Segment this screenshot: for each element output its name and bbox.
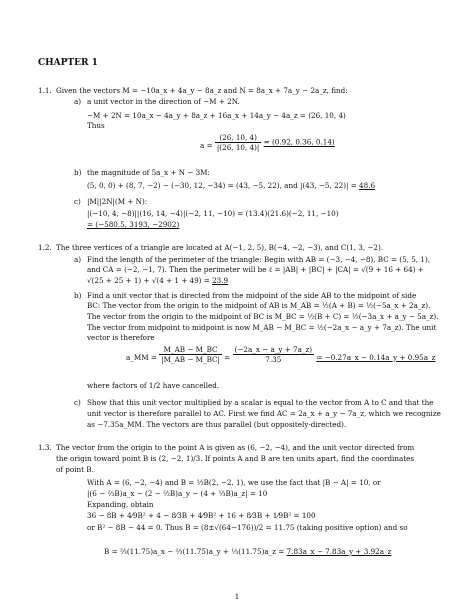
problem-number: 1.2. (38, 243, 52, 252)
equation: |(6 − ⅔B)a_x − (2 − ⅔B)a_y − (4 + ⅓B)a_z| = 10 (87, 489, 268, 498)
denominator: |M_AB − M_BC| (161, 355, 220, 364)
part-label: c) (74, 197, 81, 206)
equation (87, 181, 375, 190)
equation (126, 345, 435, 364)
numerator: (−2a_x − a_y + 7a_z) (234, 345, 313, 354)
equation (104, 547, 391, 556)
part-text: as −7.35a_MM. The vectors are thus parallel (but oppositely-directed). (87, 420, 347, 429)
part-text: vector is therefore (87, 333, 155, 342)
result: 23.9 (212, 276, 229, 285)
part-text: unit vector is therefore parallel to AC. First we find AC = 2a_x + a_y − 7a_z, which we recognize (87, 409, 441, 418)
result: = (0.92, 0.36, 0.14) (263, 137, 335, 147)
part-text: where factors of 1/2 have cancelled. (87, 381, 220, 390)
denominator: |(26, 10, 4)| (216, 143, 260, 152)
part-text: Find a unit vector that is directed from the midpoint of the side AB to the midpoint of side (87, 291, 417, 300)
fraction (233, 345, 315, 364)
equation: −M + 2N = 10a_x − 4a_y + 8a_z + 16a_x + 14a_y − 4a_z = (26, 10, 4) (87, 111, 346, 120)
page-number: 1 (234, 592, 240, 601)
equals-sign: = (224, 352, 231, 362)
result: = (−580.5, 3193, −2902) (87, 220, 180, 229)
problem-number: 1.1. (38, 86, 52, 95)
part-text: The vector from midpoint to midpoint is now M_AB − M_BC = ½(−2a_x − a_y + 7a_z). The unit (87, 323, 437, 332)
part-text: The vector from the origin to the midpoint of BC is M_BC = ½(B + C) = ½(−3a_x + a_y − 5a_z). (87, 312, 439, 321)
part-text: Show that this unit vector multiplied by a scalar is equal to the vector from A to C and that the (87, 398, 434, 407)
equation-lhs: a_MM = (126, 352, 157, 362)
part-text: the magnitude of 5a_x + N − 3M: (87, 168, 210, 177)
part-text: Find the length of the perimeter of the triangle: Begin with AB = (−3, −4, −8), BC = (5, 5, 1), (87, 255, 431, 264)
numerator: (26, 10, 4) (215, 133, 261, 143)
problem-text: of point B. (56, 465, 94, 474)
part-label: b) (74, 291, 82, 300)
part-text (87, 276, 228, 285)
solution-text: With A = (6, −2, −4) and B = ⅓B(2, −2, 1), we use the fact that |B − A| = 10, or (87, 478, 381, 487)
part-text: |M||2N|(M + N): (87, 197, 148, 206)
denominator: 7.35 (265, 355, 282, 364)
equation-body: (5, 0, 0) + (8, 7, −2) − (−30, 12, −34) = (43, −5, 22), and |(43, −5, 22)| = (87, 181, 357, 190)
fraction (215, 133, 261, 152)
part-text: BC: The vector from the origin to the midpoint of AB is M_AB = ½(A + B) = ½(−5a_x + 2a_z). (87, 301, 431, 310)
part-text: a unit vector in the direction of −M + 2N. (87, 97, 240, 106)
problem-text: The three vertices of a triangle are located at A(−1, 2, 5), B(−4, −2, −3), and C(1, 3, −2). (56, 243, 384, 252)
solution-text: Expanding, obtain (87, 500, 154, 509)
equation-body: √(25 + 25 + 1) + √(4 + 1 + 49) = (87, 276, 210, 285)
result: = −0.27a_x − 0.14a_y + 0.95a_z (316, 352, 436, 362)
result: 7.83a_x − 7.83a_y + 3.92a_z (286, 547, 392, 556)
equation (200, 133, 335, 152)
equation-lhs: a = (200, 140, 213, 150)
part-label: a) (74, 97, 82, 106)
part-label: b) (74, 168, 82, 177)
problem-number: 1.3. (38, 443, 52, 452)
equation-lhs: B = ⅔(11.75)a_x − ⅔(11.75)a_y + ⅓(11.75)a_z = (104, 547, 285, 556)
equation: 36 − 8B + 4⁄9B² + 4 − 8⁄3B + 4⁄9B² + 16 + 8⁄3B + 1⁄9B² = 100 (87, 511, 316, 520)
result: 48.6 (359, 181, 376, 190)
problem-text: Given the vectors M = −10a_x + 4a_y − 8a_z and N = 8a_x + 7a_y − 2a_z, find: (56, 86, 348, 95)
thus-text: Thus (87, 121, 105, 130)
part-text: and CA = (−2, −1, 7). Then the perimeter will be ℓ = |AB| + |BC| + |CA| = √(9 + 16 + 64) + (87, 265, 424, 274)
fraction (159, 345, 222, 364)
numerator: M_AB − M_BC (159, 345, 222, 355)
problem-text: The vector from the origin to the point A is given as (6, −2, −4), and the unit vector directed from (56, 443, 415, 452)
part-label: a) (74, 255, 82, 264)
part-label: c) (74, 398, 81, 407)
problem-text: the origin toward point B is (2, −2, 1)/3. If points A and B are ten units apart, find the coordinates (56, 454, 415, 463)
chapter-heading: CHAPTER 1 (38, 58, 98, 68)
solution-text: or B² − 8B − 44 = 0. Thus B = (8±√(64−176))/2 = 11.75 (taking positive option) and so (87, 523, 408, 532)
equation: |(−10, 4, −8)||(16, 14, −4)|(−2, 11, −10) = (13.4)(21.6)(−2, 11, −10) (87, 209, 339, 218)
